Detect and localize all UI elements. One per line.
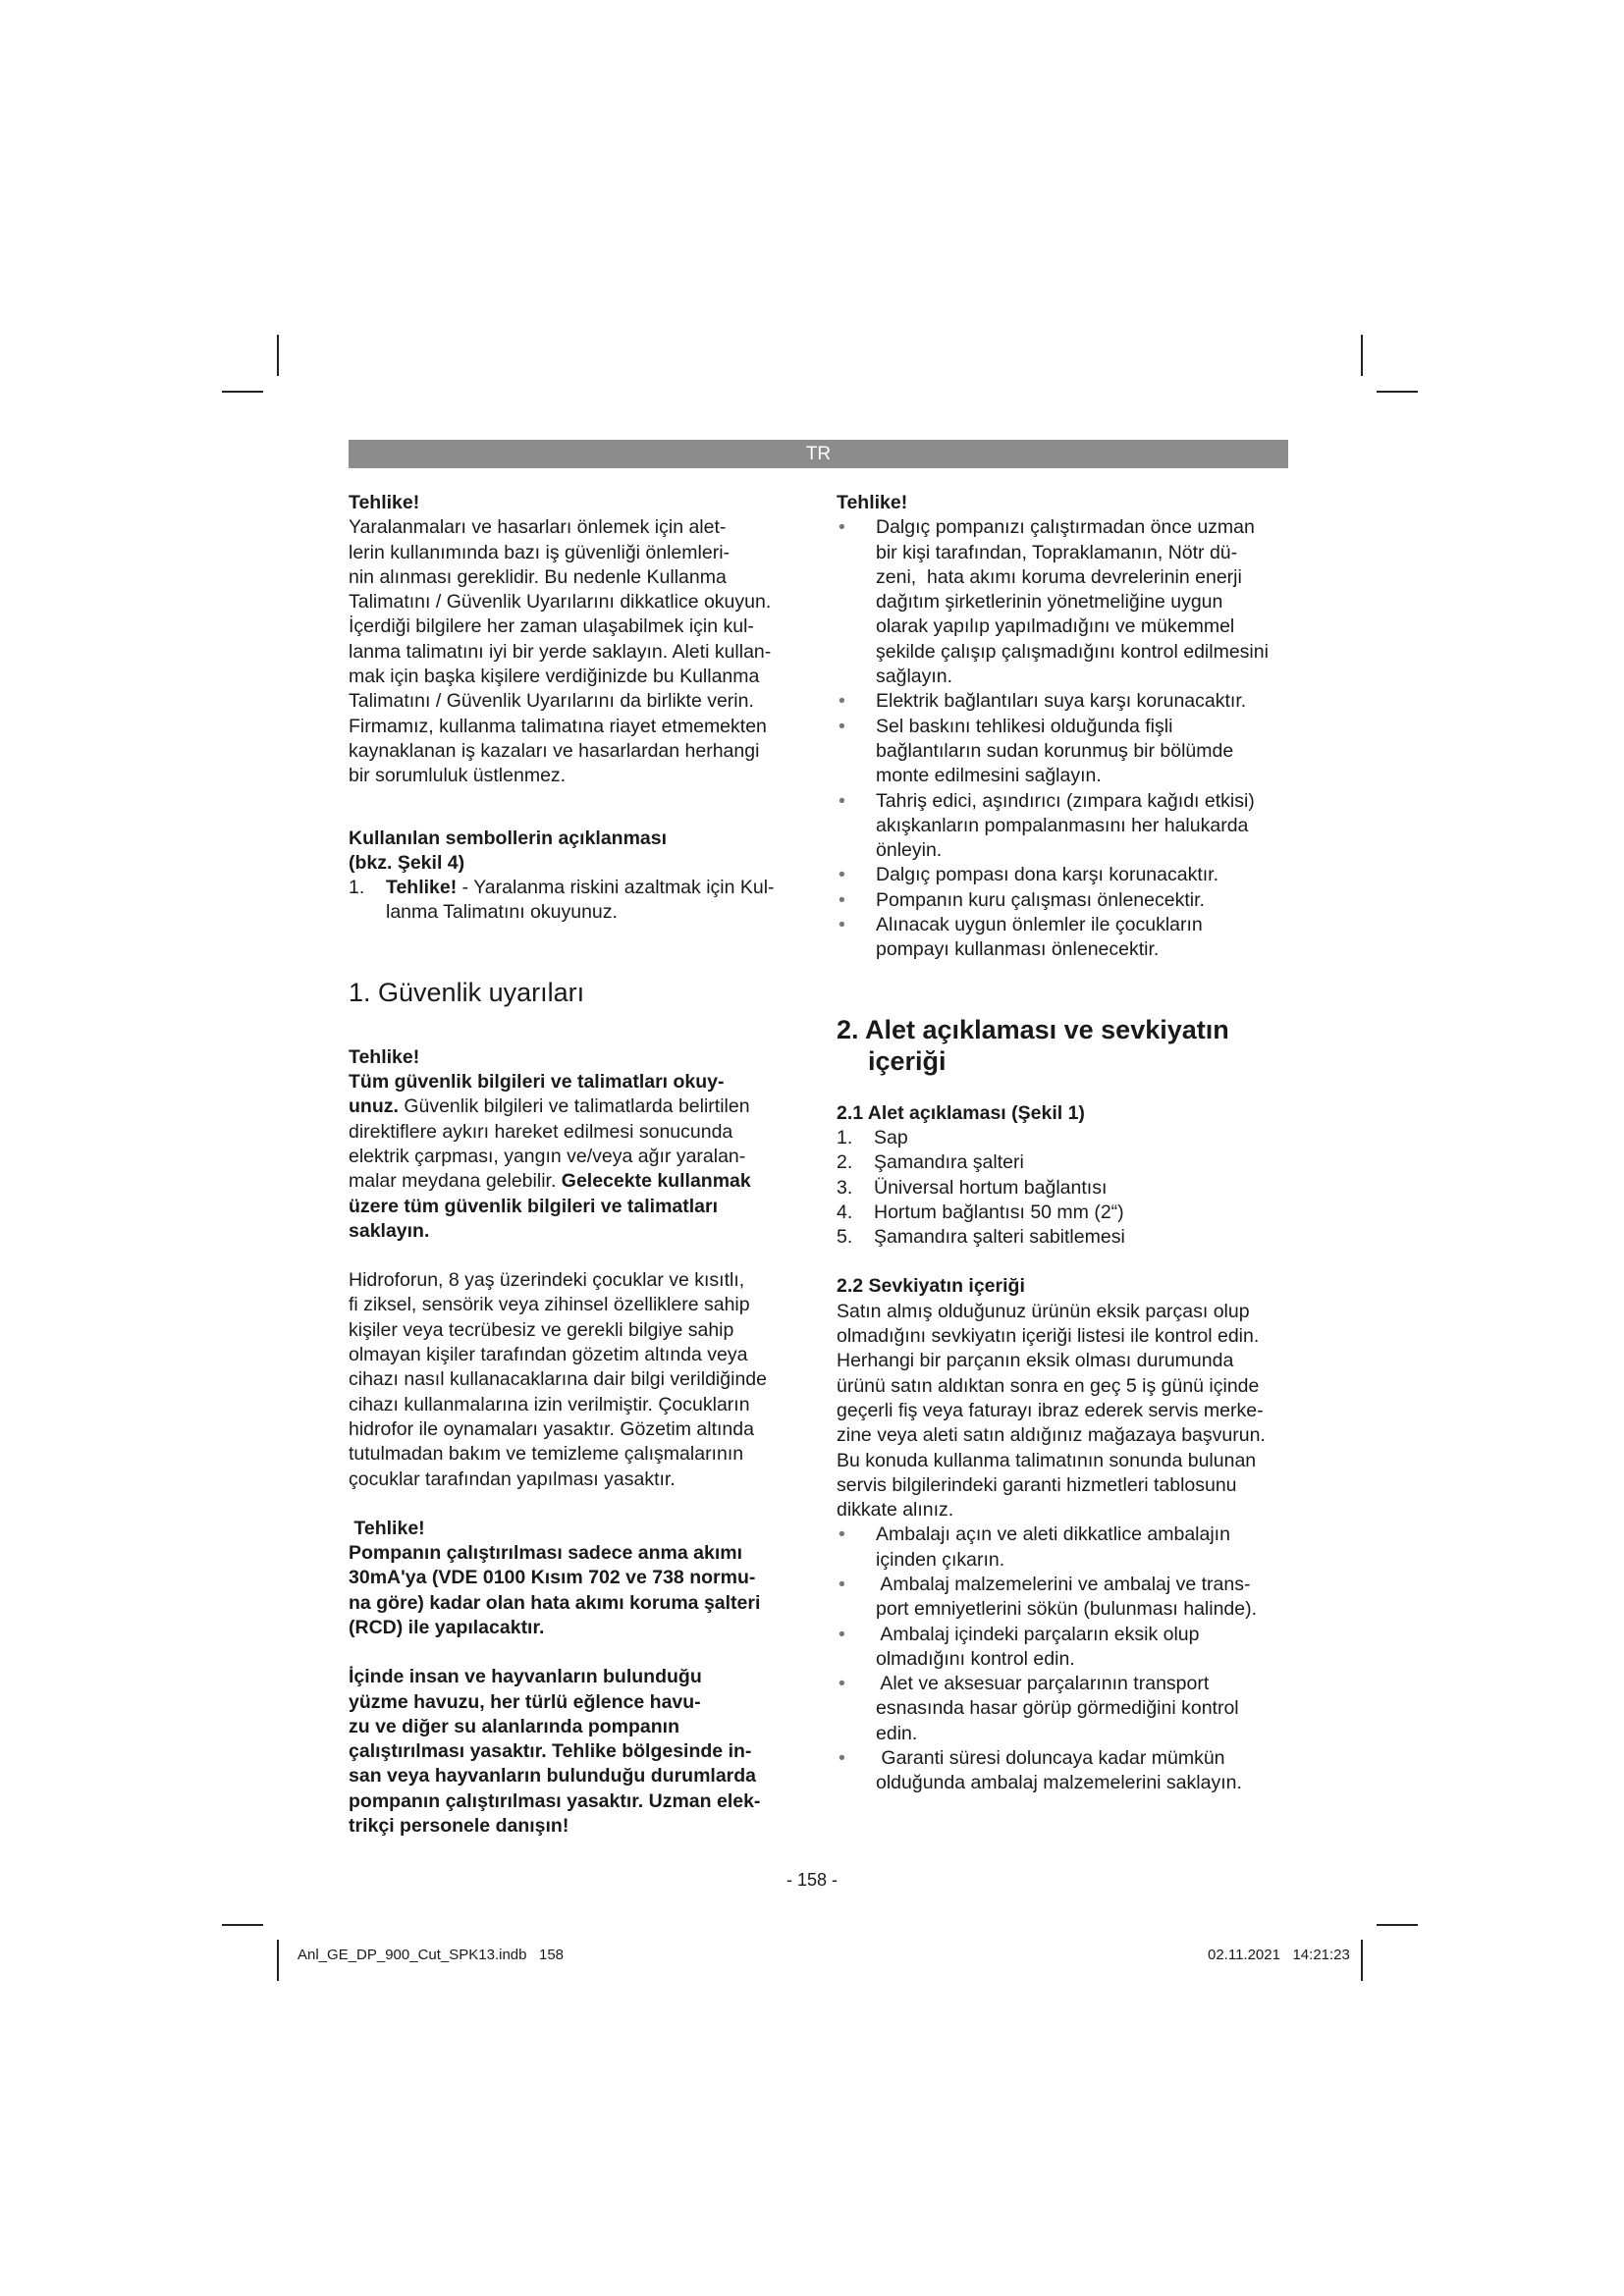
- text-line: (RCD) ile yapılacaktır.: [349, 1616, 545, 1638]
- text-line: • Ambalajı açın ve aleti dikkatlice ambalajın: [876, 1523, 1230, 1546]
- text-line: san veya hayvanların bulunduğu durumlarda: [349, 1765, 757, 1788]
- text-line: pompanın çalıştırılması yasaktır. Uzman elek-: [349, 1789, 761, 1812]
- list-item: [837, 715, 1290, 789]
- children-paragraph: [349, 1268, 797, 1492]
- item-text: Sap: [874, 1126, 908, 1148]
- text-line: • Pompanın kuru çalışması önlenecektir.: [876, 888, 1205, 911]
- crop-mark-bottom-left-v: [277, 1940, 279, 1981]
- text-line: Talimatını / Güvenlik Uyarılarını dikkatlice okuyun.: [349, 591, 772, 614]
- crop-mark-top-right-h: [1377, 391, 1418, 393]
- right-column: [837, 491, 1290, 1796]
- text-bold: unuz.: [349, 1095, 399, 1118]
- list-item: [837, 1225, 1290, 1250]
- text-line-bold: üzere tüm güvenlik bilgileri ve talimatları: [349, 1195, 719, 1217]
- text-line: lanma talimatını iyi bir yerde saklayın. Aleti kullan-: [349, 640, 772, 663]
- text-line: çalıştırılması yasaktır. Tehlike bölgesinde in-: [349, 1740, 752, 1763]
- safety-bullet-list: [837, 515, 1290, 962]
- item-number: 2.: [837, 1151, 853, 1174]
- text-line: dağıtım şirketlerinin yönetmeliğine uygun: [876, 591, 1223, 614]
- text-line: servis bilgilerindeki garanti hizmetleri tablosunu: [837, 1473, 1237, 1496]
- rcd-paragraph: [349, 1541, 797, 1640]
- danger-title-2: Tehlike!: [349, 1045, 420, 1068]
- text-line: direktiflere aykırı hareket edilmesi sonucunda: [349, 1120, 733, 1143]
- list-item: [837, 1201, 1290, 1225]
- text-line: • Alet ve aksesuar parçalarının transport: [876, 1673, 1210, 1695]
- symbols-heading: Kullanılan sembollerin açıklanması: [349, 827, 668, 849]
- text-line: cihazı kullanmalarına izin verilmiştir. Çocukların: [349, 1393, 750, 1415]
- text-line: olmadığını sevkiyatın içeriği listesi ile kontrol edin.: [837, 1325, 1260, 1348]
- list-item: [837, 1623, 1290, 1673]
- text-line-bold: saklayın.: [349, 1219, 430, 1242]
- symbols-heading-ref: (bkz. Şekil 4): [349, 851, 465, 874]
- text-line: esnasında hasar görüp görmediğini kontrol: [876, 1697, 1239, 1720]
- text-line: zine veya aleti satın aldığınız mağazaya başvurun.: [837, 1424, 1266, 1447]
- danger-title: Tehlike!: [349, 492, 420, 513]
- symbols-item-text-2: lanma Talimatını okuyunuz.: [386, 901, 618, 924]
- text-line: • Alınacak uygun önlemler ile çocukların: [876, 914, 1203, 936]
- text-line: port emniyetlerini sökün (bulunması halinde).: [876, 1598, 1258, 1621]
- list-item: [837, 1672, 1290, 1746]
- symbols-item-number: 1.: [349, 877, 365, 899]
- language-header-bar: [349, 440, 1288, 468]
- symbols-item: [349, 876, 797, 926]
- pool-warning-paragraph: [349, 1665, 797, 1839]
- text-line: Güvenlik bilgileri ve talimatlarda belirtilen: [398, 1095, 750, 1118]
- text-line: • Dalgıç pompanızı çalıştırmadan önce uzman: [876, 516, 1255, 539]
- crop-mark-top-right-v: [1361, 335, 1363, 376]
- subsection-2-1-heading: 2.1 Alet açıklaması (Şekil 1): [837, 1101, 1085, 1124]
- text-line: tutulmadan bakım ve temizleme çalışmalarının: [349, 1443, 744, 1466]
- text-line: • Sel baskını tehlikesi olduğunda fişli: [876, 715, 1173, 737]
- text-line: • Elektrik bağlantıları suya karşı korunacaktır.: [876, 690, 1247, 713]
- unpacking-bullet-list: [837, 1522, 1290, 1795]
- text-bold: Gelecekte kullanmak: [561, 1170, 751, 1193]
- text-line: kişiler veya tecrübesiz ve gerekli bilgiye sahip: [349, 1318, 734, 1341]
- list-item: [837, 789, 1290, 864]
- text-line: • Tahriş edici, aşındırıcı (zımpara kağıdı etkisi): [876, 789, 1255, 812]
- text-line: olarak yapılıp yapılmadığını ve mükemmel: [876, 615, 1235, 638]
- text-line: na göre) kadar olan hata akımı koruma şalteri: [349, 1591, 761, 1614]
- text-line: cihazı nasıl kullanacaklarına dair bilgi verildiğinde: [349, 1368, 767, 1391]
- danger-title-3: Tehlike!: [349, 1517, 425, 1539]
- text-line: malar meydana gelebilir.: [349, 1170, 562, 1193]
- item-text: Üniversal hortum bağlantısı: [874, 1176, 1108, 1199]
- text-line: olduğunda ambalaj malzemelerini saklayın.: [876, 1772, 1242, 1794]
- delivery-paragraph: [837, 1300, 1290, 1523]
- text-line: bir kişi tarafından, Topraklamanın, Nötr dü-: [876, 541, 1238, 563]
- left-column: [349, 491, 797, 1839]
- list-item: [837, 913, 1290, 963]
- language-code: TR: [805, 444, 832, 464]
- text-line: • Ambalaj içindeki parçaların eksik olup: [876, 1623, 1200, 1645]
- symbols-item-bold: Tehlike!: [386, 877, 458, 899]
- text-line: • Dalgıç pompası dona karşı korunacaktır.: [876, 864, 1219, 886]
- list-item: [837, 1126, 1290, 1150]
- text-line: geçerli fiş veya faturayı ibraz ederek servis merke-: [837, 1399, 1264, 1421]
- text-line: 30mA'ya (VDE 0100 Kısım 702 ve 738 normu-: [349, 1567, 756, 1589]
- text-line: ürünü satın aldıktan sonra en geç 5 iş günü içinde: [837, 1374, 1260, 1397]
- text-line: Firmamız, kullanma talimatına riayet etmemekten: [349, 715, 767, 737]
- text-line: fi ziksel, sensörik veya zihinsel özelliklere sahip: [349, 1294, 750, 1316]
- text-line: hidrofor ile oynamaları yasaktır. Gözetim altında: [349, 1417, 754, 1440]
- section-2-heading: 2. Alet açıklaması ve sevkiyatın: [837, 1014, 1229, 1044]
- list-item: [837, 689, 1290, 714]
- item-number: 3.: [837, 1176, 853, 1199]
- text-line: zu ve diğer su alanlarında pompanın: [349, 1715, 679, 1737]
- footer-timestamp: 02.11.2021 14:21:23: [1208, 1947, 1350, 1963]
- crop-mark-top-left-h: [222, 391, 263, 393]
- text-line: trikçi personele danışın!: [349, 1815, 569, 1838]
- text-line: çocuklar tarafından yapılması yasaktır.: [349, 1468, 676, 1490]
- text-line: Herhangi bir parçanın eksik olması durumunda: [837, 1350, 1234, 1372]
- text-line: nin alınması gereklidir. Bu nedenle Kullanma: [349, 565, 727, 588]
- list-item: [837, 1522, 1290, 1573]
- text-line: • Garanti süresi doluncaya kadar mümkün: [876, 1747, 1225, 1770]
- text-line: dikkate alınız.: [837, 1499, 954, 1522]
- crop-mark-bottom-right-h: [1377, 1924, 1418, 1926]
- item-number: 4.: [837, 1201, 853, 1223]
- item-number: 1.: [837, 1126, 853, 1148]
- crop-mark-bottom-left-h: [222, 1924, 263, 1926]
- text-line: yüzme havuzu, her türlü eğlence havu-: [349, 1690, 701, 1713]
- text-line: monte edilmesini sağlayın.: [876, 765, 1102, 787]
- list-item: [837, 1746, 1290, 1796]
- crop-mark-bottom-right-v: [1361, 1940, 1363, 1981]
- text-line: olmayan kişiler tarafından gözetim altında veya: [349, 1344, 748, 1366]
- text-line: Yaralanmaları ve hasarları önlemek için alet-: [349, 516, 727, 539]
- item-text: Şamandıra şalteri: [874, 1151, 1024, 1174]
- text-line: Pompanın çalıştırılması sadece anma akımı: [349, 1542, 743, 1565]
- text-line: zeni, hata akımı koruma devrelerinin enerji: [876, 565, 1242, 588]
- item-number: 5.: [837, 1226, 853, 1249]
- text-line: akışkanların pompalanmasını her halukarda: [876, 814, 1249, 836]
- list-item: [837, 515, 1290, 689]
- section-1-heading: 1. Güvenlik uyarıları: [349, 977, 585, 1007]
- intro-paragraph: [349, 515, 797, 788]
- text-line: lerin kullanımında bazı iş güvenliği önlemleri-: [349, 541, 731, 563]
- text-line: mak için başka kişilere verdiğinizde bu Kullanma: [349, 666, 760, 688]
- text-line: • Ambalaj malzemelerini ve ambalaj ve trans-: [876, 1573, 1251, 1595]
- text-line: kaynaklanan iş kazaları ve hasarlardan herhangi: [349, 739, 760, 762]
- text-line: İçinde insan ve hayvanların bulunduğu: [349, 1666, 702, 1688]
- text-line: sağlayın.: [876, 666, 953, 688]
- text-line: elektrik çarpması, yangın ve/veya ağır yaralan-: [349, 1145, 746, 1167]
- list-item: [837, 888, 1290, 913]
- text-line: şekilde çalışıp çalışmadığını kontrol edilmesini: [876, 640, 1269, 663]
- crop-mark-top-left-v: [277, 335, 279, 376]
- symbols-item-text: - Yaralanma riskini azaltmak için Kul-: [457, 877, 775, 899]
- text-line: Satın almış olduğunuz ürünün eksik parçası olup: [837, 1300, 1250, 1322]
- text-line-bold: Tüm güvenlik bilgileri ve talimatları okuy-: [349, 1071, 725, 1094]
- text-line: olmadığını kontrol edin.: [876, 1647, 1075, 1670]
- page-number: - 158 -: [785, 1870, 839, 1890]
- footer-file-name: Anl_GE_DP_900_Cut_SPK13.indb 158: [298, 1947, 565, 1963]
- text-line: bağlantıların sudan korunmuş bir bölümde: [876, 739, 1234, 762]
- subsection-2-2-heading: 2.2 Sevkiyatın içeriği: [837, 1275, 1025, 1298]
- text-line: Talimatını / Güvenlik Uyarılarını da birlikte verin.: [349, 690, 754, 713]
- list-item: [837, 863, 1290, 887]
- item-text: Hortum bağlantısı 50 mm (2“): [874, 1201, 1124, 1223]
- text-line: pompayı kullanması önlenecektir.: [876, 938, 1160, 961]
- text-line: önleyin.: [876, 839, 943, 862]
- parts-list: [837, 1126, 1290, 1250]
- text-line: içinden çıkarın.: [876, 1548, 1005, 1571]
- text-line: İçerdiği bilgilere her zaman ulaşabilmek için kul-: [349, 615, 754, 638]
- text-line: edin.: [876, 1722, 918, 1744]
- section-2-heading-line2: içeriği: [868, 1045, 947, 1076]
- text-line: Bu konuda kullanma talimatının sonunda bulunan: [837, 1449, 1257, 1471]
- text-line: Hidroforun, 8 yaş üzerindeki çocuklar ve kısıtlı,: [349, 1269, 745, 1292]
- text-line: bir sorumluluk üstlenmez.: [349, 765, 567, 787]
- item-text: Şamandıra şalteri sabitlemesi: [874, 1226, 1125, 1249]
- list-item: [837, 1573, 1290, 1623]
- danger-title-right: Tehlike!: [837, 492, 908, 513]
- list-item: [837, 1150, 1290, 1175]
- list-item: [837, 1176, 1290, 1201]
